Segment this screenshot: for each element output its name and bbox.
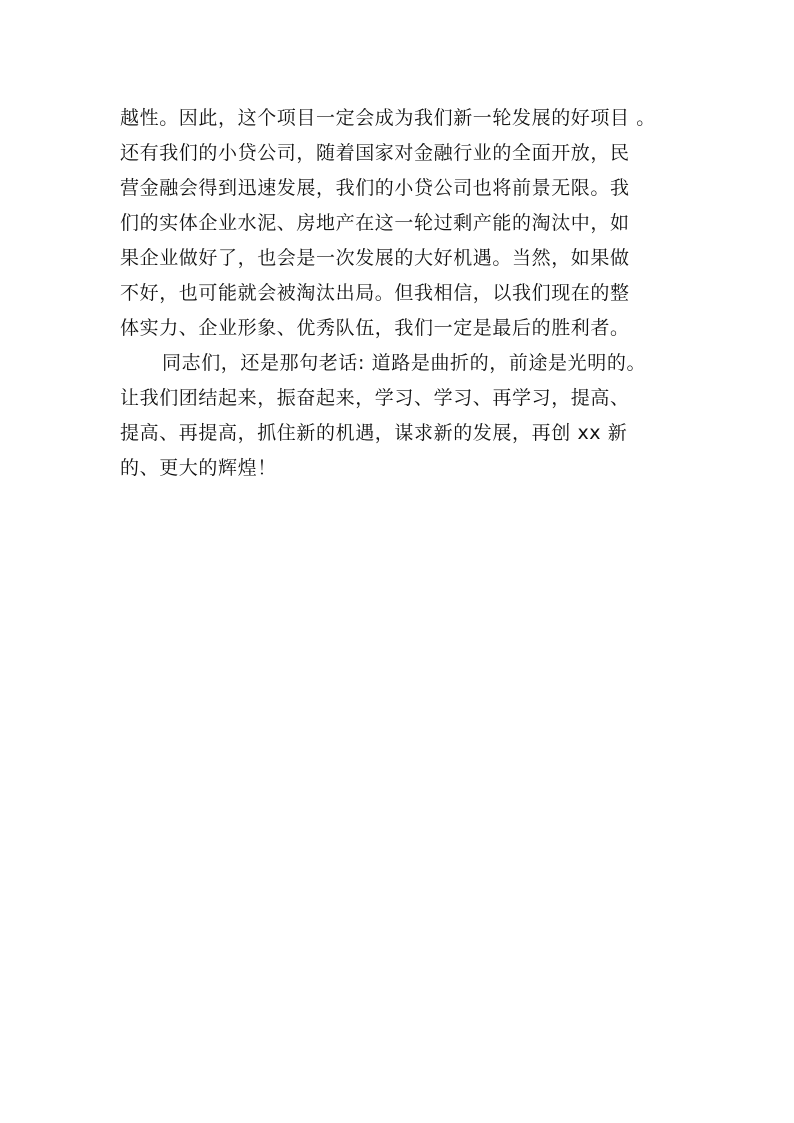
text-line: 不好，也可能就会被淘汰出局。但我相信，以我们现在的整 <box>120 282 630 304</box>
text-line: 体实力、企业形象、优秀队伍，我们一定是最后的胜利者。 <box>120 317 630 339</box>
text-line: 们的实体企业水泥、房地产在这一轮过剩产能的淘汰中，如 <box>120 212 630 234</box>
paragraph-start-line: 同志们，还是那句老话: 道路是曲折的，前途是光明的。 <box>162 352 647 374</box>
body-text <box>120 101 690 486</box>
text-line: 的、更大的辉煌！ <box>120 457 277 479</box>
text-line: 让我们团结起来，振奋起来，学习、学习、再学习，提高、 <box>120 387 630 409</box>
text-line: 还有我们的小贷公司，随着国家对金融行业的全面开放，民 <box>120 142 630 164</box>
text-line: 营金融会得到迅速发展，我们的小贷公司也将前景无限。我 <box>120 177 630 199</box>
text-line: 果企业做好了，也会是一次发展的大好机遇。当然，如果做 <box>120 247 630 269</box>
text-line: 提高、再提高，抓住新的机遇，谋求新的发展，再创 xx 新 <box>120 422 628 444</box>
text-line: 越性。因此，这个项目一定会成为我们新一轮发展的好项目 。 <box>120 107 656 129</box>
